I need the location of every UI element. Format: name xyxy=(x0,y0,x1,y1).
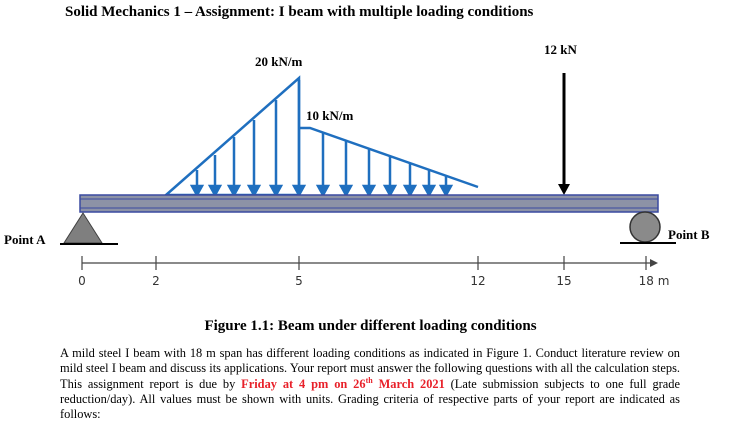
support-a-label: Point A xyxy=(4,232,46,247)
axis-tick-label: 5 xyxy=(295,274,303,288)
due-superscript: th xyxy=(365,375,373,385)
udl-triangle-increasing xyxy=(166,78,299,195)
axis-tick-label: 12 xyxy=(470,274,486,288)
udl-peak-label: 20 kN/m xyxy=(255,54,303,69)
axis-tick-label: 0 xyxy=(78,274,86,288)
due-date: March 2021 xyxy=(372,376,445,391)
i-beam xyxy=(80,195,658,212)
udl-arrows-decreasing xyxy=(318,133,451,195)
figure-caption: Figure 1.1: Beam under different loading conditions xyxy=(204,318,537,334)
document-title: Solid Mechanics 1 – Assignment: I beam with multiple loading conditions xyxy=(65,4,534,20)
point-load-arrow xyxy=(558,73,570,195)
axis-tick-label: 2 xyxy=(152,274,160,288)
due-time: Friday at 4 pm on 26 xyxy=(241,376,366,391)
udl-arrows-increasing xyxy=(192,80,304,195)
pin-support xyxy=(60,213,118,244)
assignment-paragraph xyxy=(60,346,680,422)
udl-triangle-decreasing xyxy=(299,128,478,187)
support-b-label: Point B xyxy=(668,227,710,242)
udl-second-label: 10 kN/m xyxy=(306,108,354,123)
paragraph-text: A mild steel I beam with 18 m span has different loading conditions as indicated in Figure 1. Conduct literature review on mild steel I beam and discuss its applications. Your report must answer the following questions with all the calculation steps. This assignment report is due by xyxy=(60,346,680,391)
paragraph-text: (Late submission subjects to one full grade reduction/day). All values must be shown with units. Grading criteria of respective parts of your report are indicated as follows: xyxy=(60,376,680,422)
dimension-axis xyxy=(82,256,658,270)
point-load-label: 12 kN xyxy=(544,42,577,57)
axis-tick-label: 15 xyxy=(556,274,572,288)
axis-tick-label: 18 m xyxy=(638,274,670,288)
